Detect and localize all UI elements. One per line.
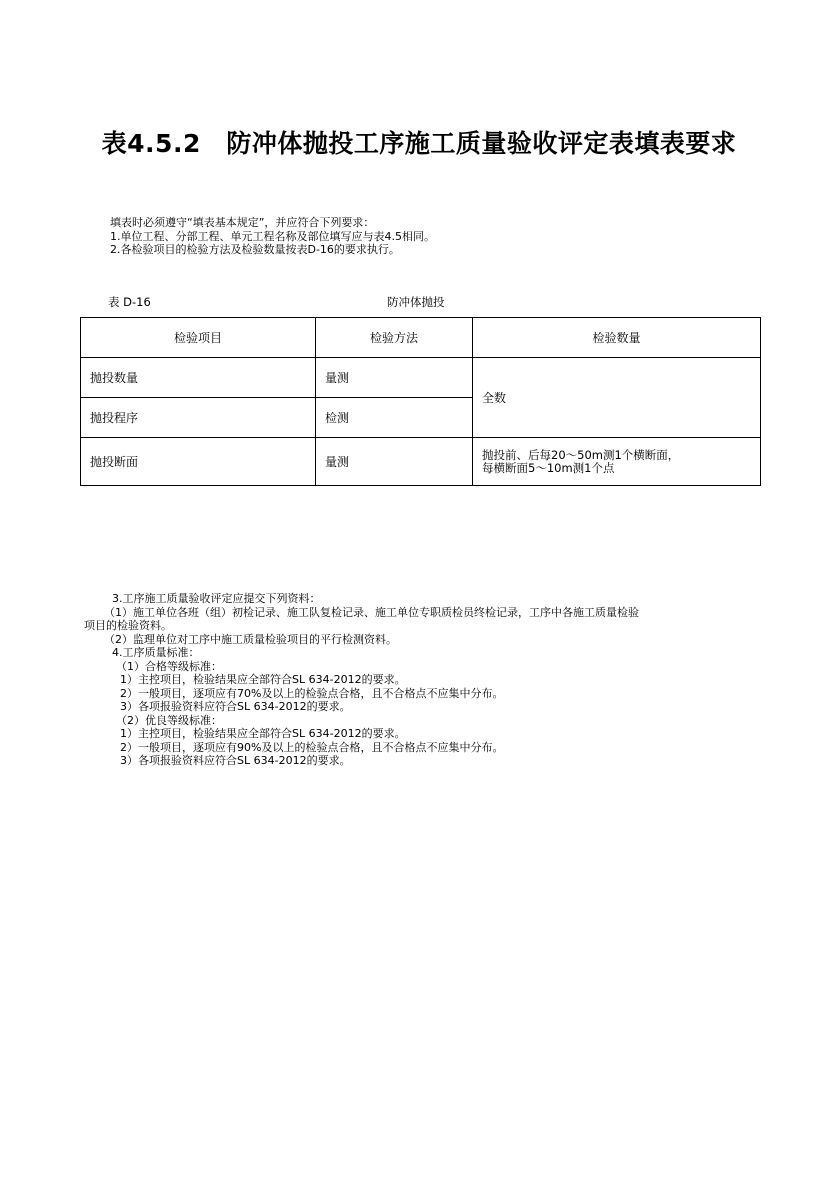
req-line: （2）优良等级标准： xyxy=(116,713,222,727)
cell-quantity-section xyxy=(473,438,761,486)
req-line: 3）各项报验资料应符合SL 634-2012的要求。 xyxy=(120,700,351,713)
table-row xyxy=(81,438,761,486)
inspection-table xyxy=(80,317,761,486)
req-line: 4.工序质量标准： xyxy=(112,646,200,659)
header-item: 检验项目 xyxy=(81,318,316,358)
header-quantity: 检验数量 xyxy=(473,318,761,358)
req-line: 3.工序施工质量验收评定应提交下列资料： xyxy=(112,592,321,605)
req-line: 2）一般项目，逐项应有90%及以上的检验点合格，且不合格点不应集中分布。 xyxy=(120,740,504,754)
header-method: 检验方法 xyxy=(316,318,473,358)
cell-method: 检测 xyxy=(316,398,473,438)
table-name: 防冲体抛投 xyxy=(387,295,445,309)
req-line: （2）监理单位对工序中施工质量检验项目的平行检测资料。 xyxy=(104,632,397,646)
table-number: 表 D-16 xyxy=(108,295,151,309)
req-line: 3）各项报验资料应符合SL 634-2012的要求。 xyxy=(120,754,351,767)
intro-line: 填表时必须遵守“填表基本规定”，并应符合下列要求： xyxy=(110,216,375,229)
quantity-line: 抛投前、后每20～50m测1个横断面， xyxy=(482,447,680,462)
intro-block xyxy=(110,216,435,257)
req-line: （1）合格等级标准： xyxy=(116,659,222,673)
cell-item: 抛投程序 xyxy=(81,398,316,438)
req-line: 2）一般项目，逐项应有70%及以上的检验点合格，且不合格点不应集中分布。 xyxy=(120,686,504,700)
req-line: 1）主控项目，检验结果应全部符合SL 634-2012的要求。 xyxy=(120,727,406,740)
cell-quantity-all: 全数 xyxy=(473,358,761,438)
quantity-line: 每横断面5～10m测1个点 xyxy=(482,460,615,475)
req-line: 1）主控项目，检验结果应全部符合SL 634-2012的要求。 xyxy=(120,673,406,686)
cell-item: 抛投断面 xyxy=(81,438,316,486)
table-header-row xyxy=(81,318,761,358)
cell-item: 抛投数量 xyxy=(81,358,316,398)
cell-method: 量测 xyxy=(316,438,473,486)
intro-line: 2.各检验项目的检验方法及检验数量按表D-16的要求执行。 xyxy=(110,243,400,256)
req-line: 项目的检验资料。 xyxy=(84,619,172,632)
page-title: 表4.5.2 防冲体抛投工序施工质量验收评定表填表要求 xyxy=(101,129,737,158)
req-line: （1）施工单位各班（组）初检记录、施工队复检记录、施工单位专职质检员终检记录，工序中各施工质量检验 xyxy=(104,605,639,619)
cell-method: 量测 xyxy=(316,358,473,398)
requirements-block xyxy=(84,592,774,768)
intro-line: 1.单位工程、分部工程、单元工程名称及部位填写应与表4.5相同。 xyxy=(110,229,435,243)
table-row xyxy=(81,358,761,398)
